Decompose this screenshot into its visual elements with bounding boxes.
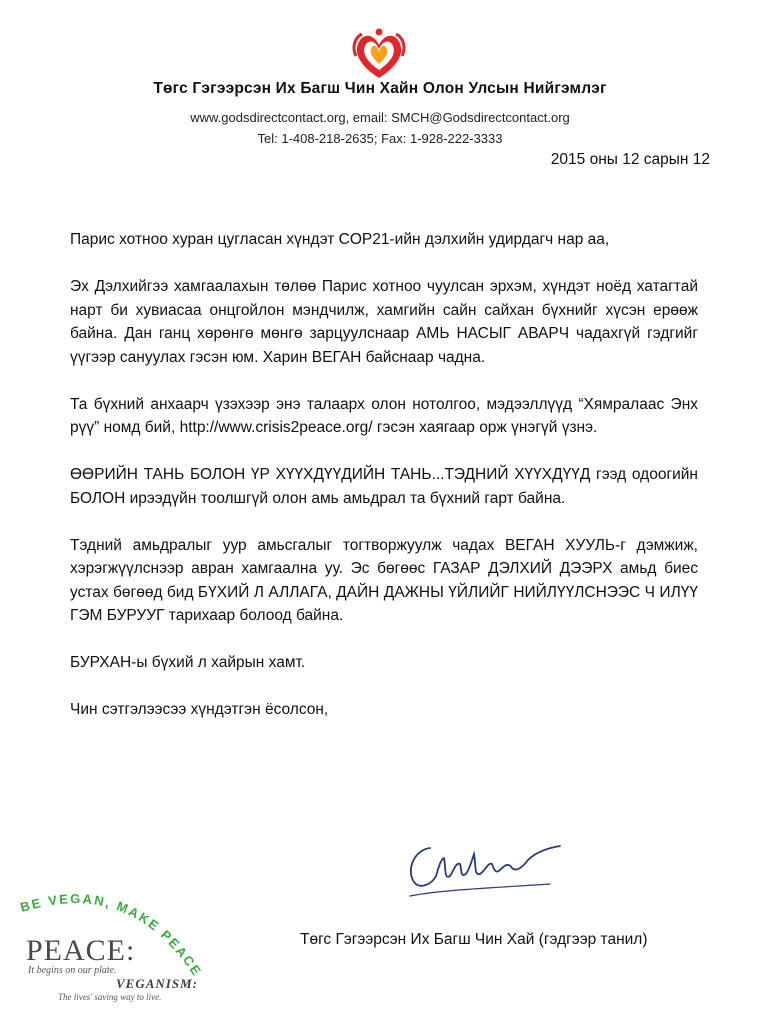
contact-web-email: www.godsdirectcontact.org, email: SMCH@Godsdirectcontact.org (190, 110, 570, 125)
paragraph: Та бүхний анхаарч үзэхээр энэ талаарх олон нотолгоо, мэдээллүүд “Хямралаас Энх рүү” номд бий, http://www.crisis2peace.org/ гэсэн хаягаар орж үнэгүй үзнэ. (70, 395, 698, 436)
organization-logo-icon (348, 26, 410, 88)
letter-body (70, 228, 698, 722)
badge-arc-text: BE VEGAN, MAKE PEACE (18, 891, 206, 980)
contact-tel-fax: Tel: 1-408-218-2635; Fax: 1-928-222-3333 (257, 131, 503, 146)
paragraph: Тэдний амьдралыг уур амьсгалыг тогтворжуулж чадах ВЕГАН ХУУЛЬ-г дэмжиж, хэрэгжүүлснээр авран хамгаална уу. Эс бөгөөс ГАЗАР ДЭЛХИЙ ДЭЭРХ амьд биес устах бөгөөд бид БҮХИЙ Л АЛЛАГА, ДАЙН ДАЖНЫ ҮЙЛИЙГ НИЙЛҮҮЛСНЭЭС Ч ИЛҮҮ ГЭМ БУРУУГ тарихаар болоод байна. (70, 536, 698, 624)
badge-peace-word: PEACE: (26, 934, 136, 967)
vegan-peace-badge (16, 888, 236, 1018)
badge-tagline-1: It begins on our plate. (28, 965, 117, 976)
signer-name: Төгс Гэгээрсэн Их Багш Чин Хай (гэдгээр танил) (300, 931, 648, 948)
handwritten-signature-icon (400, 830, 570, 900)
salutation: Парис хотноо хуран цугласан хүндэт COP21-ийн дэлхийн удирдагч нар аа, (70, 231, 610, 248)
sign-off: Чин сэтгэлээсээ хүндэтгэн ёсолсон, (70, 701, 329, 718)
paragraph: Эх Дэлхийгээ хамгаалахын төлөө Парис хотноо чуулсан эрхэм, хүндэт ноёд хатагтай нарт би хувиасаа онцгойлон мэндчилж, хамгийн сайн сайхан бүхнийг хүсэн ерөөж байна. Дан ганц хөрөнгө мөнгө зарцуулснаар АМЬ НАСЫГ АВАРЧ чадахгүй гэдгийг үүгээр сануулах гэсэн юм. Харин ВЕГАН байснаар чадна. (70, 278, 698, 366)
closing-line: БУРХАН-ы бүхий л хайрын хамт. (70, 654, 306, 671)
paragraph: ӨӨРИЙН ТАНЬ БОЛОН ҮР ХҮҮХДҮҮДИЙН ТАНЬ...ТЭДНИЙ ХҮҮХДҮҮД гээд одоогийн БОЛОН ирээдүйн тоолшгүй олон амь амьдрал та бүхний гарт байна. (70, 466, 698, 507)
badge-tagline-2: The lives' saving way to live. (58, 992, 162, 1002)
organization-name: Төгс Гэгээрсэн Их Багш Чин Хайн Олон Улсын Нийгэмлэг (153, 80, 607, 97)
badge-veganism-word: VEGANISM: (116, 976, 198, 991)
letter-date: 2015 оны 12 сарын 12 (550, 151, 710, 168)
